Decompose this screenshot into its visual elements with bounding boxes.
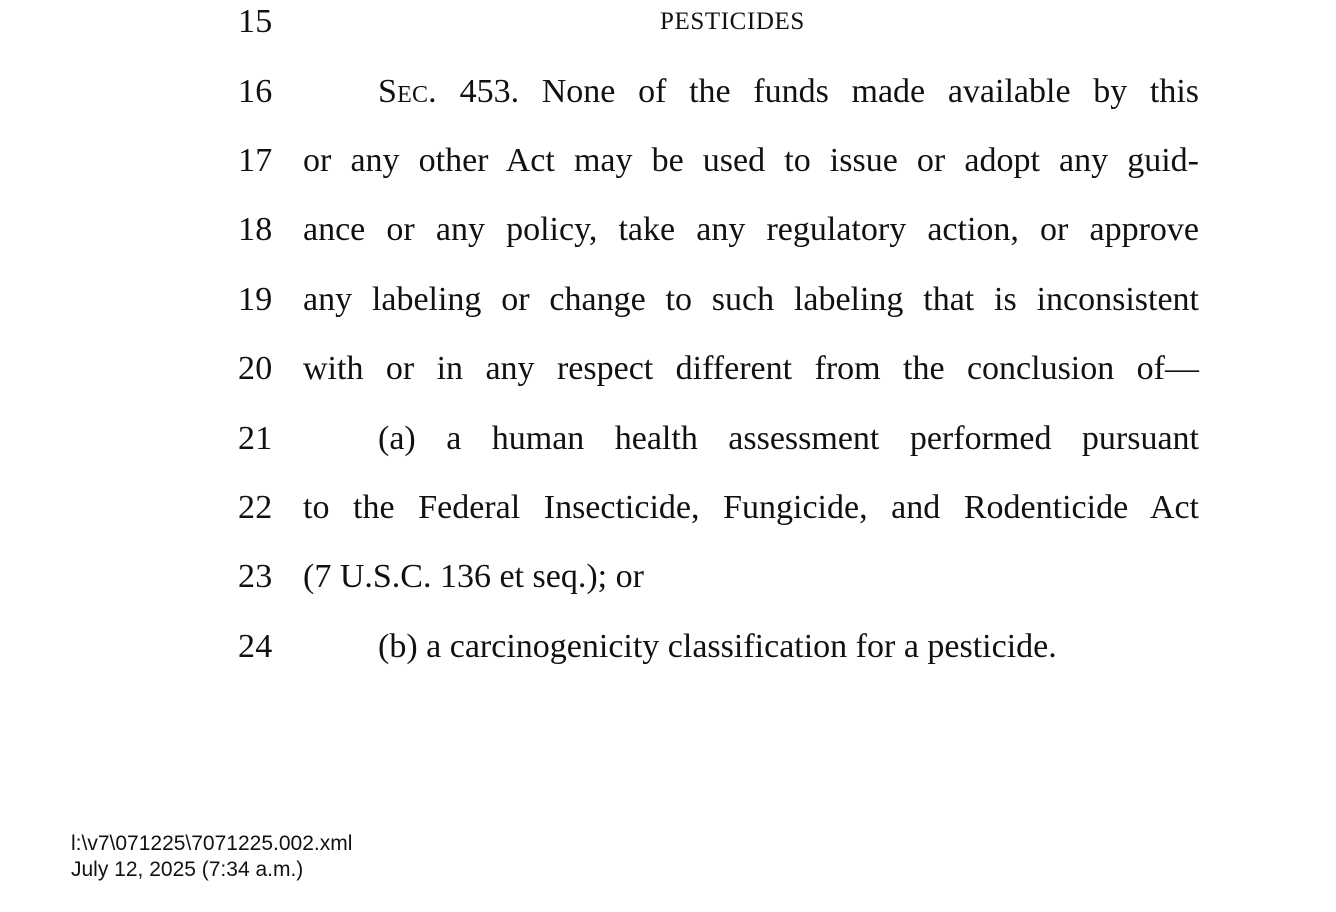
line-16 [0, 70, 1336, 139]
section-heading: PESTICIDES [660, 8, 805, 35]
line-number-24: 24 [238, 628, 273, 665]
line-21 [0, 417, 1336, 486]
line-22 [0, 486, 1336, 555]
timestamp: July 12, 2025 (7:34 a.m.) [71, 858, 304, 881]
line-number-15: 15 [238, 3, 273, 40]
line-number-18: 18 [238, 211, 273, 248]
line-18 [0, 208, 1336, 277]
line-number-17: 17 [238, 142, 273, 179]
file-path: l:\v7\071225\7071225.002.xml [71, 832, 353, 855]
line-number-19: 19 [238, 281, 273, 318]
line-number-16: 16 [238, 73, 273, 110]
line-text-17: or any other Act may be used to issue or adopt any guid- [303, 142, 1199, 179]
section-label: Sec. [378, 73, 437, 110]
line-19 [0, 278, 1336, 347]
line-text-22: to the Federal Insecticide, Fungicide, and Rodenticide Act [303, 489, 1199, 526]
line-number-22: 22 [238, 489, 273, 526]
line-text-20: with or in any respect different from the conclusion of— [303, 350, 1199, 387]
line-text-19: any labeling or change to such labeling that is inconsistent [303, 281, 1199, 318]
line-text-18: ance or any policy, take any regulatory action, or approve [303, 211, 1199, 248]
line-text-21: (a) a human health assessment performed pursuant [378, 420, 1199, 457]
line-15 [0, 0, 1336, 69]
line-text-16 [378, 70, 1199, 114]
line-text-23: (7 U.S.C. 136 et seq.); or [303, 558, 644, 595]
line-17 [0, 139, 1336, 208]
line-23 [0, 555, 1336, 624]
line-text-16-body: 453. None of the funds made available by this [459, 73, 1200, 110]
document-footer [71, 831, 491, 883]
line-number-20: 20 [238, 350, 273, 387]
line-number-21: 21 [238, 420, 273, 457]
line-number-23: 23 [238, 558, 273, 595]
line-text-24: (b) a carcinogenicity classification for a pesticide. [378, 628, 1057, 665]
line-20 [0, 347, 1336, 416]
line-24 [0, 625, 1336, 694]
